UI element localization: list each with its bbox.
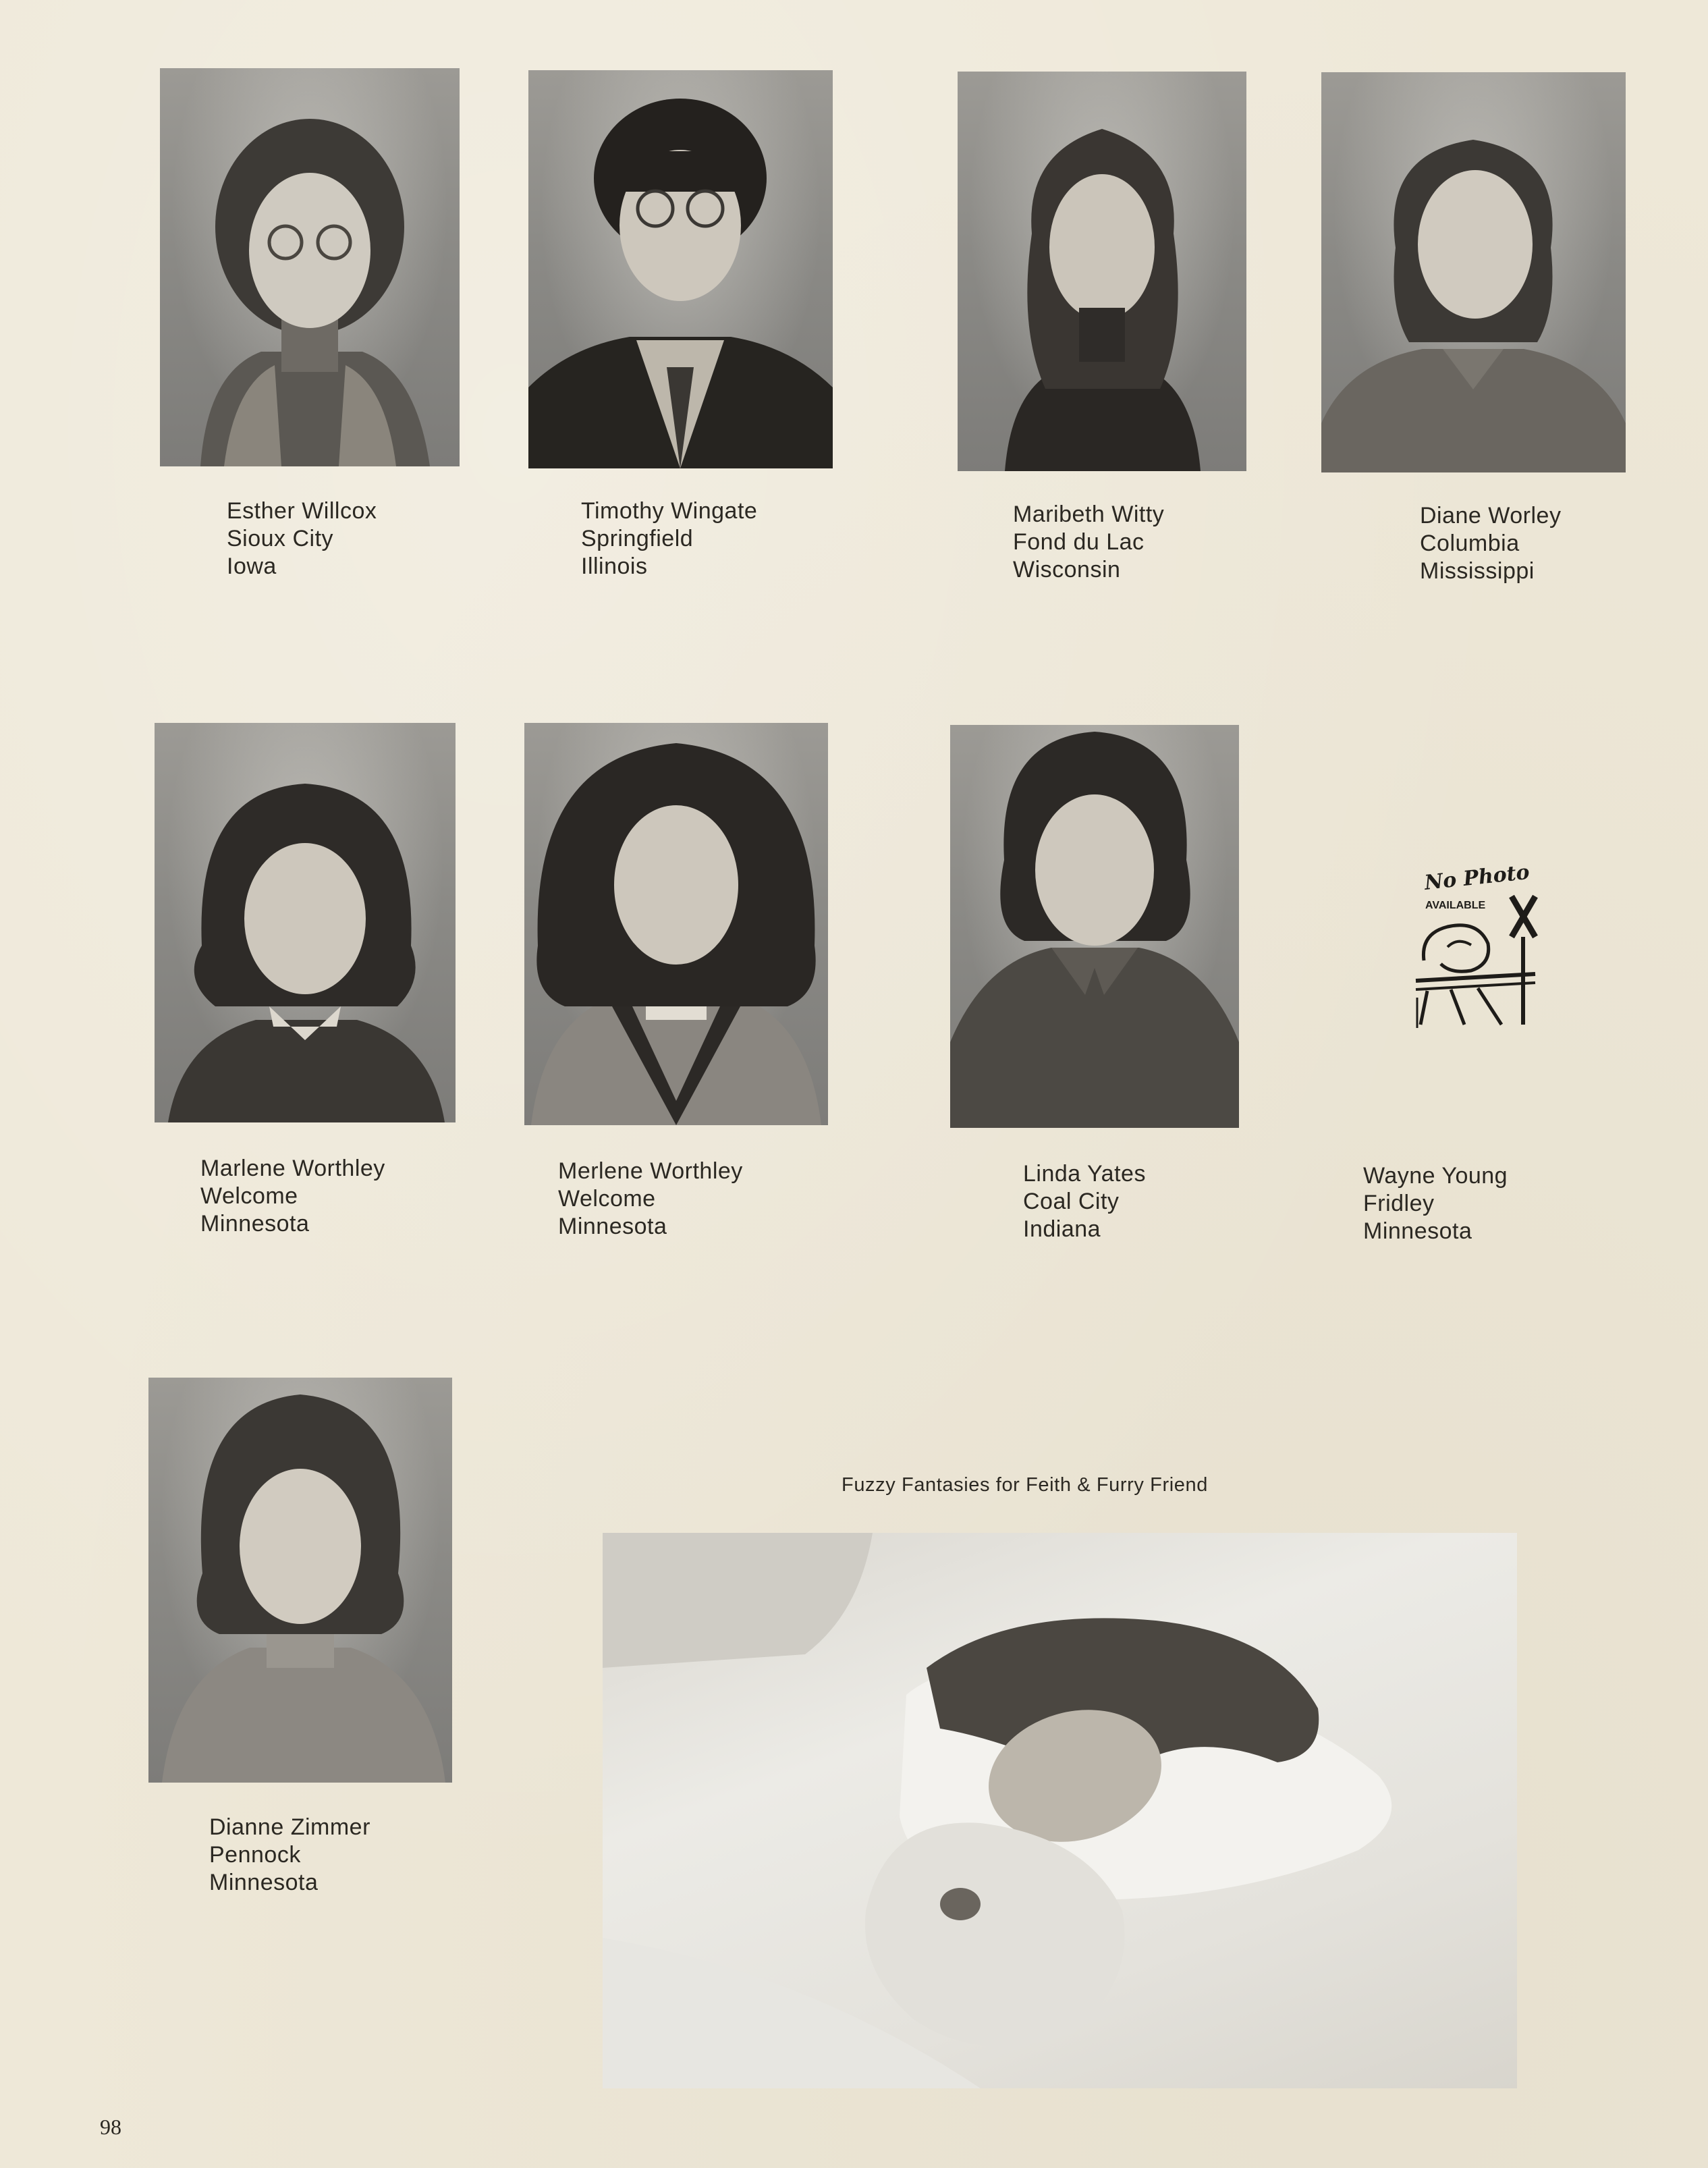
portrait-caption-marlene-worthley <box>200 1155 385 1238</box>
student-name: Wayne Young <box>1363 1163 1508 1189</box>
student-city: Coal City <box>1023 1189 1120 1214</box>
portrait-photo-marlene-worthley <box>155 723 456 1122</box>
student-city: Welcome <box>200 1183 298 1209</box>
student-name: Esther Willcox <box>227 498 377 524</box>
student-name: Merlene Worthley <box>558 1158 743 1184</box>
featured-candid-photo <box>603 1533 1517 2088</box>
portrait-caption-maribeth-witty <box>1013 501 1164 584</box>
student-state: Indiana <box>1023 1216 1101 1242</box>
student-name: Timothy Wingate <box>581 498 758 524</box>
portrait-photo-esther-willcox <box>160 68 460 466</box>
student-name: Diane Worley <box>1420 503 1562 529</box>
portrait-photo-maribeth-witty <box>958 72 1246 471</box>
student-state: Wisconsin <box>1013 557 1121 582</box>
no-photo-available-logo <box>1410 863 1539 1028</box>
student-name: Marlene Worthley <box>200 1156 385 1181</box>
student-state: Minnesota <box>209 1870 319 1895</box>
student-name: Maribeth Witty <box>1013 502 1165 527</box>
student-state: Minnesota <box>200 1211 310 1237</box>
no-photo-text: No Photo <box>1423 863 1531 895</box>
portrait-photo-merlene-worthley <box>524 723 828 1125</box>
student-city: Sioux City <box>227 526 334 551</box>
portrait-photo-linda-yates <box>950 725 1239 1128</box>
student-city: Columbia <box>1420 531 1520 556</box>
student-state: Mississippi <box>1420 558 1535 584</box>
student-city: Fond du Lac <box>1013 529 1145 555</box>
student-city: Pennock <box>209 1842 301 1868</box>
available-text: AVAILABLE <box>1425 900 1486 911</box>
portrait-caption-timothy-wingate <box>581 497 757 580</box>
portrait-photo-timothy-wingate <box>528 70 833 468</box>
student-state: Iowa <box>227 553 277 579</box>
portrait-caption-wayne-young <box>1363 1162 1508 1245</box>
student-name: Dianne Zimmer <box>209 1814 370 1840</box>
portrait-caption-diane-worley <box>1420 502 1561 585</box>
portrait-caption-dianne-zimmer <box>209 1814 370 1897</box>
portrait-photo-dianne-zimmer <box>148 1378 452 1783</box>
portrait-caption-esther-willcox <box>227 497 377 580</box>
portrait-caption-merlene-worthley <box>558 1158 743 1241</box>
student-city: Welcome <box>558 1186 656 1212</box>
student-state: Minnesota <box>558 1214 667 1239</box>
student-state: Minnesota <box>1363 1218 1472 1244</box>
student-city: Springfield <box>581 526 694 551</box>
featured-photo-caption: Fuzzy Fantasies for Feith & Furry Friend <box>842 1474 1208 1496</box>
student-state: Illinois <box>581 553 648 579</box>
portrait-photo-diane-worley <box>1321 72 1626 472</box>
student-city: Fridley <box>1363 1191 1435 1216</box>
page-number: 98 <box>100 2115 121 2139</box>
portrait-caption-linda-yates <box>1023 1160 1146 1243</box>
student-name: Linda Yates <box>1023 1161 1146 1187</box>
